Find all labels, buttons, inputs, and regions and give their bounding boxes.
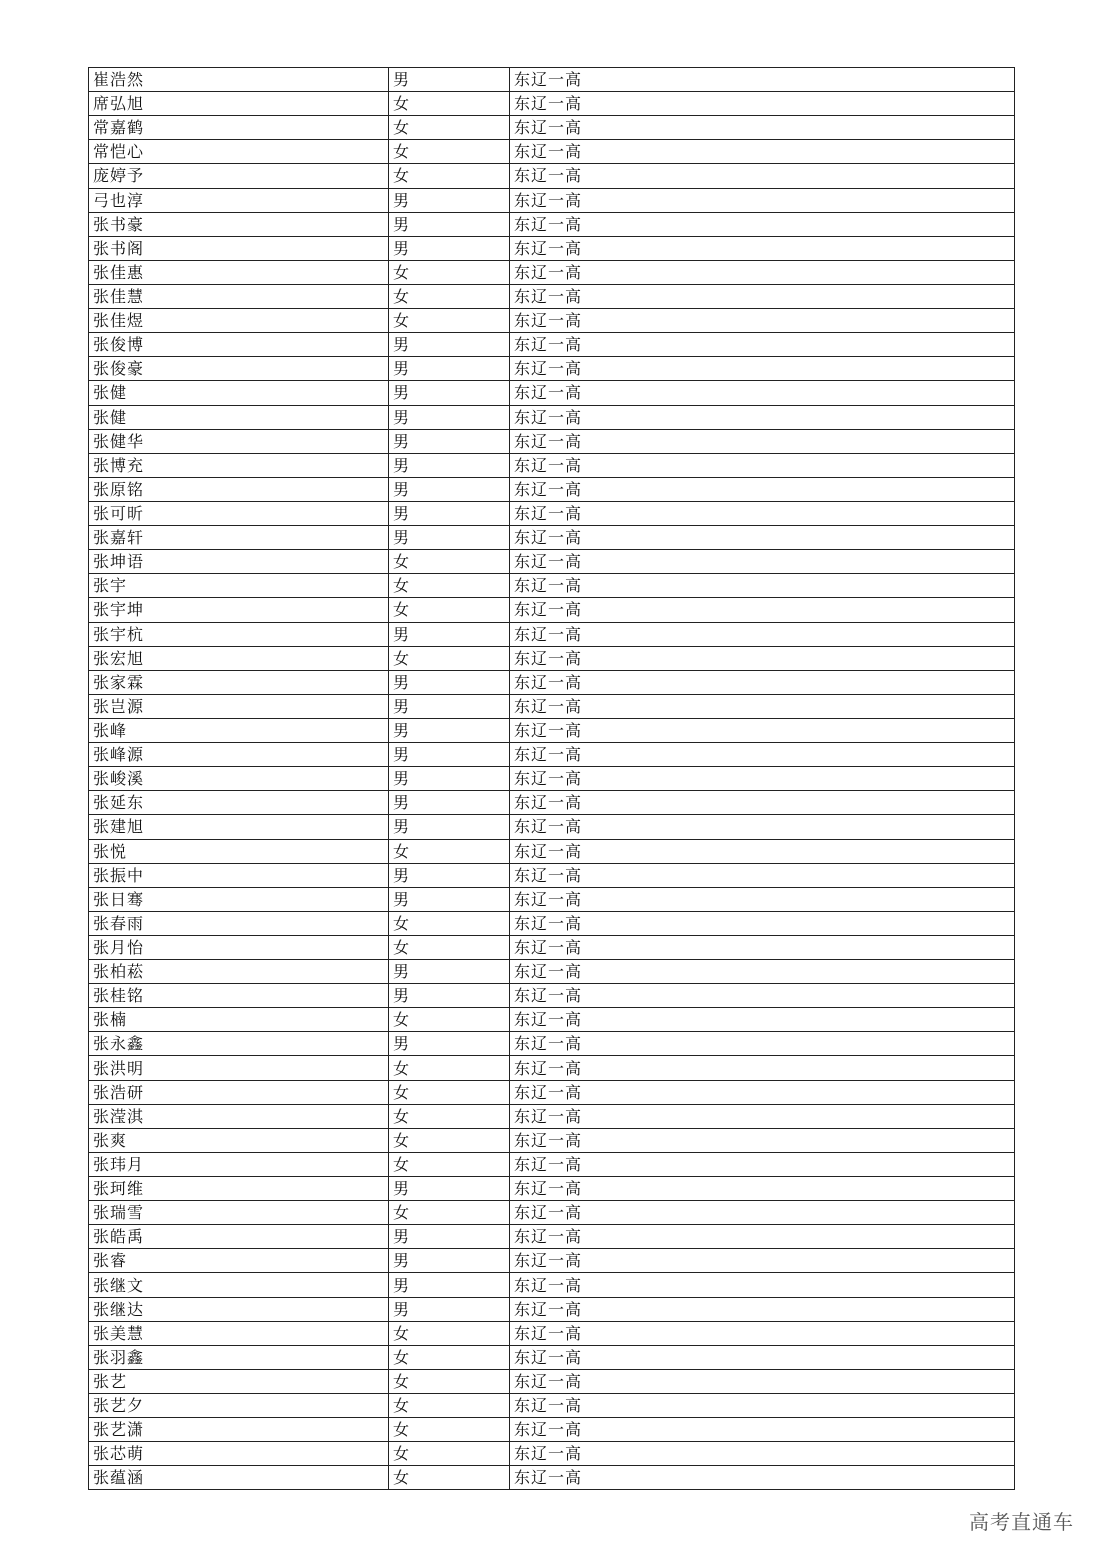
gender-cell: 女 [389, 935, 510, 959]
school-cell: 东辽一高 [510, 1128, 1015, 1152]
table-row [89, 718, 1015, 742]
gender-cell: 男 [389, 212, 510, 236]
gender-cell: 女 [389, 1345, 510, 1369]
gender-cell: 男 [389, 670, 510, 694]
gender-cell: 女 [389, 1056, 510, 1080]
gender-cell: 男 [389, 333, 510, 357]
gender-cell: 女 [389, 1008, 510, 1032]
name-cell: 张佳慧 [89, 284, 389, 308]
table-row [89, 1032, 1015, 1056]
gender-cell: 女 [389, 1394, 510, 1418]
school-cell: 东辽一高 [510, 140, 1015, 164]
name-cell: 张桂铭 [89, 984, 389, 1008]
table-row [89, 116, 1015, 140]
table-row [89, 1369, 1015, 1393]
name-cell: 张建旭 [89, 815, 389, 839]
name-cell: 张浩研 [89, 1080, 389, 1104]
school-cell: 东辽一高 [510, 188, 1015, 212]
gender-cell: 女 [389, 309, 510, 333]
name-cell: 张俊豪 [89, 357, 389, 381]
name-cell: 张峰 [89, 718, 389, 742]
gender-cell: 男 [389, 694, 510, 718]
gender-cell: 男 [389, 357, 510, 381]
gender-cell: 女 [389, 284, 510, 308]
school-cell: 东辽一高 [510, 309, 1015, 333]
name-cell: 张永鑫 [89, 1032, 389, 1056]
table-row [89, 1297, 1015, 1321]
name-cell: 张继达 [89, 1297, 389, 1321]
table-row [89, 236, 1015, 260]
gender-cell: 男 [389, 743, 510, 767]
school-cell: 东辽一高 [510, 1442, 1015, 1466]
table-row [89, 68, 1015, 92]
gender-cell: 男 [389, 887, 510, 911]
name-cell: 张延东 [89, 791, 389, 815]
gender-cell: 男 [389, 1273, 510, 1297]
school-cell: 东辽一高 [510, 405, 1015, 429]
school-cell: 东辽一高 [510, 694, 1015, 718]
table-row [89, 92, 1015, 116]
name-cell: 张艺夕 [89, 1394, 389, 1418]
table-row [89, 309, 1015, 333]
gender-cell: 男 [389, 984, 510, 1008]
name-cell: 张楠 [89, 1008, 389, 1032]
school-cell: 东辽一高 [510, 815, 1015, 839]
name-cell: 弓也淳 [89, 188, 389, 212]
school-cell: 东辽一高 [510, 574, 1015, 598]
table-row [89, 284, 1015, 308]
gender-cell: 男 [389, 526, 510, 550]
school-cell: 东辽一高 [510, 1201, 1015, 1225]
gender-cell: 女 [389, 911, 510, 935]
school-cell: 东辽一高 [510, 646, 1015, 670]
table-row [89, 767, 1015, 791]
gender-cell: 女 [389, 1466, 510, 1490]
name-cell: 张原铭 [89, 477, 389, 501]
name-cell: 常恺心 [89, 140, 389, 164]
name-cell: 张书阁 [89, 236, 389, 260]
table-row [89, 839, 1015, 863]
name-cell: 张瑞雪 [89, 1201, 389, 1225]
table-row [89, 526, 1015, 550]
gender-cell: 男 [389, 863, 510, 887]
roster-table [88, 67, 1015, 1490]
school-cell: 东辽一高 [510, 526, 1015, 550]
school-cell: 东辽一高 [510, 1104, 1015, 1128]
table-row [89, 1008, 1015, 1032]
name-cell: 张宇杭 [89, 622, 389, 646]
school-cell: 东辽一高 [510, 863, 1015, 887]
name-cell: 张家霖 [89, 670, 389, 694]
table-row [89, 1249, 1015, 1273]
name-cell: 张洪明 [89, 1056, 389, 1080]
school-cell: 东辽一高 [510, 670, 1015, 694]
roster-table-body [89, 68, 1015, 1490]
name-cell: 张珂维 [89, 1177, 389, 1201]
school-cell: 东辽一高 [510, 260, 1015, 284]
gender-cell: 女 [389, 1128, 510, 1152]
school-cell: 东辽一高 [510, 839, 1015, 863]
name-cell: 张玮月 [89, 1152, 389, 1176]
table-row [89, 357, 1015, 381]
name-cell: 张宏旭 [89, 646, 389, 670]
table-row [89, 429, 1015, 453]
table-row [89, 694, 1015, 718]
gender-cell: 女 [389, 1321, 510, 1345]
table-row [89, 1177, 1015, 1201]
table-row [89, 1345, 1015, 1369]
school-cell: 东辽一高 [510, 1225, 1015, 1249]
school-cell: 东辽一高 [510, 718, 1015, 742]
name-cell: 张宇坤 [89, 598, 389, 622]
gender-cell: 男 [389, 188, 510, 212]
table-row [89, 960, 1015, 984]
school-cell: 东辽一高 [510, 1394, 1015, 1418]
school-cell: 东辽一高 [510, 1297, 1015, 1321]
school-cell: 东辽一高 [510, 743, 1015, 767]
school-cell: 东辽一高 [510, 212, 1015, 236]
table-row [89, 1152, 1015, 1176]
gender-cell: 男 [389, 381, 510, 405]
name-cell: 张爽 [89, 1128, 389, 1152]
name-cell: 张健华 [89, 429, 389, 453]
name-cell: 张峻溪 [89, 767, 389, 791]
name-cell: 张振中 [89, 863, 389, 887]
school-cell: 东辽一高 [510, 1466, 1015, 1490]
school-cell: 东辽一高 [510, 1177, 1015, 1201]
gender-cell: 女 [389, 574, 510, 598]
table-row [89, 911, 1015, 935]
school-cell: 东辽一高 [510, 767, 1015, 791]
table-row [89, 743, 1015, 767]
table-row [89, 1201, 1015, 1225]
name-cell: 张佳惠 [89, 260, 389, 284]
table-row [89, 405, 1015, 429]
school-cell: 东辽一高 [510, 429, 1015, 453]
gender-cell: 女 [389, 598, 510, 622]
school-cell: 东辽一高 [510, 1249, 1015, 1273]
name-cell: 张坤语 [89, 550, 389, 574]
table-row [89, 1128, 1015, 1152]
gender-cell: 女 [389, 1104, 510, 1128]
table-row [89, 381, 1015, 405]
table-row [89, 501, 1015, 525]
gender-cell: 女 [389, 1442, 510, 1466]
table-row [89, 1080, 1015, 1104]
school-cell: 东辽一高 [510, 887, 1015, 911]
school-cell: 东辽一高 [510, 1273, 1015, 1297]
name-cell: 张艺 [89, 1369, 389, 1393]
school-cell: 东辽一高 [510, 333, 1015, 357]
school-cell: 东辽一高 [510, 357, 1015, 381]
gender-cell: 男 [389, 405, 510, 429]
gender-cell: 女 [389, 1369, 510, 1393]
name-cell: 张柏菘 [89, 960, 389, 984]
table-row [89, 887, 1015, 911]
school-cell: 东辽一高 [510, 236, 1015, 260]
table-row [89, 333, 1015, 357]
school-cell: 东辽一高 [510, 791, 1015, 815]
gender-cell: 男 [389, 815, 510, 839]
school-cell: 东辽一高 [510, 1345, 1015, 1369]
gender-cell: 男 [389, 1177, 510, 1201]
school-cell: 东辽一高 [510, 116, 1015, 140]
gender-cell: 男 [389, 429, 510, 453]
table-row [89, 815, 1015, 839]
table-row [89, 1442, 1015, 1466]
gender-cell: 男 [389, 477, 510, 501]
gender-cell: 女 [389, 92, 510, 116]
name-cell: 席弘旭 [89, 92, 389, 116]
school-cell: 东辽一高 [510, 598, 1015, 622]
name-cell: 张羽鑫 [89, 1345, 389, 1369]
name-cell: 张日骞 [89, 887, 389, 911]
school-cell: 东辽一高 [510, 1418, 1015, 1442]
name-cell: 张艺潇 [89, 1418, 389, 1442]
school-cell: 东辽一高 [510, 1152, 1015, 1176]
school-cell: 东辽一高 [510, 550, 1015, 574]
table-row [89, 1418, 1015, 1442]
name-cell: 张健 [89, 405, 389, 429]
table-row [89, 1321, 1015, 1345]
name-cell: 张睿 [89, 1249, 389, 1273]
gender-cell: 女 [389, 164, 510, 188]
table-row [89, 863, 1015, 887]
table-row [89, 140, 1015, 164]
gender-cell: 女 [389, 140, 510, 164]
gender-cell: 男 [389, 767, 510, 791]
table-row [89, 260, 1015, 284]
gender-cell: 男 [389, 68, 510, 92]
table-row [89, 188, 1015, 212]
school-cell: 东辽一高 [510, 911, 1015, 935]
table-row [89, 1466, 1015, 1490]
school-cell: 东辽一高 [510, 164, 1015, 188]
school-cell: 东辽一高 [510, 453, 1015, 477]
table-row [89, 935, 1015, 959]
school-cell: 东辽一高 [510, 501, 1015, 525]
table-row [89, 1104, 1015, 1128]
school-cell: 东辽一高 [510, 68, 1015, 92]
name-cell: 张蕴涵 [89, 1466, 389, 1490]
gender-cell: 男 [389, 236, 510, 260]
name-cell: 庞婷予 [89, 164, 389, 188]
name-cell: 张书豪 [89, 212, 389, 236]
gender-cell: 男 [389, 453, 510, 477]
name-cell: 张佳煜 [89, 309, 389, 333]
school-cell: 东辽一高 [510, 1056, 1015, 1080]
gender-cell: 女 [389, 1152, 510, 1176]
gender-cell: 男 [389, 960, 510, 984]
name-cell: 张宇 [89, 574, 389, 598]
name-cell: 张芯萌 [89, 1442, 389, 1466]
gender-cell: 女 [389, 839, 510, 863]
name-cell: 张皓禹 [89, 1225, 389, 1249]
name-cell: 张月怡 [89, 935, 389, 959]
name-cell: 张嘉轩 [89, 526, 389, 550]
table-row [89, 1056, 1015, 1080]
gender-cell: 女 [389, 1080, 510, 1104]
school-cell: 东辽一高 [510, 984, 1015, 1008]
table-row [89, 550, 1015, 574]
school-cell: 东辽一高 [510, 1008, 1015, 1032]
school-cell: 东辽一高 [510, 622, 1015, 646]
name-cell: 张美慧 [89, 1321, 389, 1345]
school-cell: 东辽一高 [510, 1032, 1015, 1056]
school-cell: 东辽一高 [510, 960, 1015, 984]
table-row [89, 646, 1015, 670]
gender-cell: 女 [389, 1418, 510, 1442]
school-cell: 东辽一高 [510, 92, 1015, 116]
school-cell: 东辽一高 [510, 477, 1015, 501]
gender-cell: 女 [389, 550, 510, 574]
school-cell: 东辽一高 [510, 1321, 1015, 1345]
name-cell: 常嘉鹤 [89, 116, 389, 140]
name-cell: 张健 [89, 381, 389, 405]
table-row [89, 791, 1015, 815]
name-cell: 张悦 [89, 839, 389, 863]
gender-cell: 女 [389, 1201, 510, 1225]
gender-cell: 女 [389, 116, 510, 140]
gender-cell: 男 [389, 791, 510, 815]
name-cell: 张春雨 [89, 911, 389, 935]
school-cell: 东辽一高 [510, 284, 1015, 308]
name-cell: 张继文 [89, 1273, 389, 1297]
name-cell: 崔浩然 [89, 68, 389, 92]
table-row [89, 477, 1015, 501]
gender-cell: 女 [389, 646, 510, 670]
school-cell: 东辽一高 [510, 1080, 1015, 1104]
table-row [89, 598, 1015, 622]
gender-cell: 男 [389, 622, 510, 646]
name-cell: 张滢淇 [89, 1104, 389, 1128]
gender-cell: 男 [389, 501, 510, 525]
name-cell: 张博充 [89, 453, 389, 477]
table-row [89, 212, 1015, 236]
table-row [89, 670, 1015, 694]
table-row [89, 1394, 1015, 1418]
gender-cell: 男 [389, 1225, 510, 1249]
table-row [89, 1273, 1015, 1297]
school-cell: 东辽一高 [510, 381, 1015, 405]
table-row [89, 574, 1015, 598]
school-cell: 东辽一高 [510, 935, 1015, 959]
gender-cell: 男 [389, 1032, 510, 1056]
gender-cell: 男 [389, 718, 510, 742]
gender-cell: 男 [389, 1249, 510, 1273]
name-cell: 张可昕 [89, 501, 389, 525]
table-row [89, 622, 1015, 646]
name-cell: 张峰源 [89, 743, 389, 767]
school-cell: 东辽一高 [510, 1369, 1015, 1393]
table-row [89, 1225, 1015, 1249]
name-cell: 张俊博 [89, 333, 389, 357]
table-row [89, 164, 1015, 188]
gender-cell: 女 [389, 260, 510, 284]
table-row [89, 984, 1015, 1008]
table-row [89, 453, 1015, 477]
watermark-text: 高考直通车 [969, 1510, 1074, 1534]
gender-cell: 男 [389, 1297, 510, 1321]
name-cell: 张岂源 [89, 694, 389, 718]
